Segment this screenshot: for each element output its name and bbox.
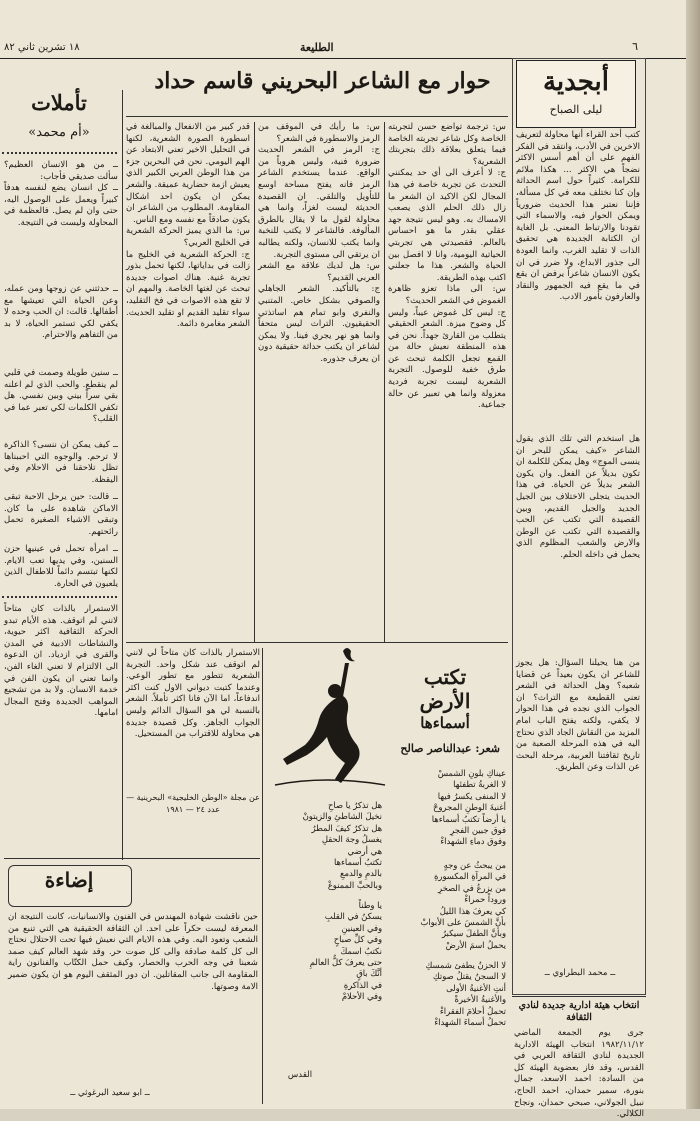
figure-head-icon (328, 684, 342, 698)
interview-title-rule (126, 116, 508, 117)
page-header (0, 36, 686, 59)
tamaulat-title: تأملات (31, 90, 87, 115)
page-binding-edge (686, 0, 700, 1109)
interview-column-1: س: ترجمة تواضع حسن لتجربته الخاصة وكل شاعر تجربته الخاصة فيما يتعلق بعلاقة ذلك بتجربتك الشعرية؟ ج: لا أعرف الى أي حد يمكنني التحدث عن تجربة خاصة في هذا المجال لكن الاكيد ان الشعر ما زال ذلك الحلم الذي يصعب الامساك به. وهو ليس نتيجة جهد عقلي بقدر ما هو احساس بالعالم. فقصيدتي هي تجربتي الحياتية اليومية، وانا لا افصل بين الحياة والشعر. هذا ما جعلني اكتب بهذه الطريقة. س: الى ماذا تعزو ظاهرة الغموض في الشعر الحديث؟ ج: ليس كل غموض عيباً، وليس كل وضوح ميزة. الشعر الحقيقي يتطلب من القارئ جهداً. نحن في هذه المنطقة نعيش حالة من القمع تجعل الكلمة تبحث عن طرق خفية للوصول. التجربة الشعرية ليست تجربة فردية معزولة وانما هي تعبير عن حالة جماعية. (388, 122, 506, 411)
idaa-side-rule (262, 648, 263, 1104)
poem-title-line-1: تكتب (423, 665, 467, 689)
section-title: الطليعة (300, 41, 334, 54)
interview-title: حوار مع الشاعر البحريني قاسم حداد (154, 68, 491, 94)
poem-title (380, 665, 510, 733)
poem-closing: لا الحزنُ يطفئ شمسكِ لا السجنُ يقتلُ صوتكِ أنتِ الأغنيةُ الأولى والأغنيةُ الأخيرةْ تحملُ أحلامَ الفقراءْ تحملُ أسماءَ الشهداءْ (425, 960, 506, 1028)
tamaulat-paragraph-3: ــ سنين طويلة وصمت في قلبي لم ينقطع. والحب الذي لم اعلنه بقي سراً بيني وبين نفسي. هل تكفي الكلمات لكي تعبر عما في القلب؟ (4, 368, 118, 425)
elections-heading: انتخاب هيئة ادارية جديدة لنادي الثقافة (518, 1000, 640, 1023)
poem-stanza-1: عيناكِ بلونِ الشمسْ لا الغربةُ تطفئها لا المنفى يكسرُ فيها أغنيةَ الوطنِ المجروحْ يا أرضاً تكتبُ أسماءها فوق جبين الفجرِ وفوق دماءِ الشهداءْ (431, 768, 506, 847)
idaa-signature: ــ ابو سعيد البرغوثي ــ (70, 1088, 150, 1098)
poem-author: عبدالناصر صالح (400, 742, 472, 755)
interview-source: عن مجلة «الوطن الخليجية» البحرينية — عدد ٢٤ — ١٩٨١ (126, 793, 260, 814)
abjadiya-body-1: كتب أحد القراء أنها محاولة لتعريف الاخرين في الأدب، وانتقد في الفكر الفهم على أن أهم أسس الاكثر نضجاً هي الاكثر ... هكذا ملائم للكرامة. كثيراً حول اسم الحداثة وإن كنا نختلف معه في كل مسألة، فإننا نعتبر هذا الحديث ضرورياً ويمكن الحوار فيه، والاسماء التي تقودنا والارتباط المعني. بل الغاية ان الكتابة الجديدة هي تحقيق الذات لا تقليد الغرب، وانما العودة الى جذور الابداع، ولا ضرر في ان يكون الانسان شاعراً يرفض ان يقع في ما يقع فيه الجمهور والنقاد والعارفون بأمور الادب. (516, 130, 640, 303)
idaa-title: إضاءة (44, 868, 94, 892)
poem-location: القدس (287, 1070, 313, 1080)
poem-illustration (265, 645, 385, 790)
tamaulat-author: «أم محمد» (28, 125, 90, 140)
poem-stanza-2: من يبحثُ عن وجهٍ في المرآةِ المكسورةِ من يزرعُ في الصخرِ وروداً حمراءْ كي يعرفَ هذا الليلُ بأنَّ الشمسَ على الأبوابْ وبأنَّ الطفلَ سيكبرُ يحملُ اسمَ الأرضْ (420, 860, 506, 950)
figure-silhouette-icon (283, 695, 360, 783)
interview-bottom-rule (126, 642, 508, 643)
interview-column-3: قدر كبير من الانفعال والمبالغة في اسطورة الصورة الشعرية، لكنها في التحليل الاخير تعني الابتعاد عن الهم اليومي. نحن في البحرين جزء من هذا الوطن العربي الكبير الذي يعيش ازمة حضارية عميقة. والشعر يمكن ان يكون احد اشكال المقاومة. المطلوب من الشاعر ان يكون صادقاً مع نفسه ومع الناس. س: ما الذي يميز الحركة الشعرية في الخليج العربي؟ ج: الحركة الشعرية في الخليج ما زالت في بداياتها، لكنها تحمل بذور تجربة غنية. هناك اصوات جديدة تبحث عن لغتها الخاصة. والمهم ان لا تقع هذه الاصوات في فخ التقليد، سواء تقليد القديم او تقليد الحديث. الشعر مغامرة دائمة. (126, 122, 250, 330)
ground-line (275, 780, 385, 785)
column-rule-1 (384, 122, 385, 642)
poem-title-line-3: أسماءها (420, 714, 470, 732)
elections-body: جرى يوم الجمعة الماضي ١٩٨٢/١١/١٢ انتخاب الهيئة الادارية الجديدة لنادي الثقافة العربي في القدس، وقد فاز بعضوية الهيئة كل من السادة: احمد الاسعد، جمال بنورة، سمير حمدان، احمد الحاج، نبيل الجولاني، صبحي حمدان، ونجاح الكلالي. (514, 1028, 644, 1120)
elections-rule (512, 996, 646, 997)
interview-column-2: س: ما رأيك في الموقف من الرمز والاسطورة في الشعر؟ ج: الرمز في الشعر الحديث ضرورة فنية، وليس هروباً من الواقع. عندما يستخدم الشاعر الرمز فانه يفتح مساحة اوسع للتأويل والتلقي. ان القصيدة الحديثة ليست لغزاً، وانما هي محاولة لقول ما لا يقال بالطرق المألوفة. فالشاعر لا يكتب للنخبة وانما يكتب للانسان، ولكنه يطالبه ان يرتقي الى مستوى التجربة. س: هل لديك علاقة مع الشعر العربي القديم؟ ج: بالتأكيد. الشعر الجاهلي والصوفي بشكل خاص. المتنبي والنفري وابو تمام هم اساتذتي الحقيقيون. التراث ليس متحفاً وانما هو نهر يجري فينا. ولا يمكن لشاعر ان يكتب حداثة حقيقية دون ان يعرف جذوره. (258, 122, 380, 364)
abjadiya-body-2: هل استخدم التي تلك الذي يقول الشاعر «كيف يمكن للبحر ان ينسى الموج» وهل يمكن للكلمة ان تكون بديلاً عن الفعل. وان يكون الشعر بديلاً عن الحياة. في هذا الحديث يتجلى الاختلاف بين الجيل الجديد والجيل القديم، وبين القصيدة التي تكتب عن الحب والقصيدة التي تكتب عن الوطن والارض والشعب المظلوم الذي يحمل في داخله الحلم. (516, 434, 640, 560)
idaa-top-rule (4, 858, 260, 859)
abjadiya-signature: ــ محمد البطراوي ــ (544, 968, 616, 978)
tamaulat-paragraph-2: ــ حدثتني عن زوجها ومن عمله، وعن الحياة التي تعيشها مع أطفالها. قالت: ان الحب وحده لا يكفي لكي تستمر الحياة، لا بد من التفاهم والاحترام. (4, 284, 118, 341)
interview-continuation: الاستمرار بالذات كان متاحاً لي لانني لم اتوقف عند شكل واحد. التجربة الشعرية تتطور مع تطور الوعي. وعندما كتبت ديواني الاول كنت اكثر اندفاعاً، اما الآن فانا اكثر تأملاً. الشعر بالنسبة لي هو السؤال الدائم وليس الجواب الجاهز. وكل قصيدة جديدة هي محاولة للاقتراب من المستحيل. (126, 648, 260, 740)
issue-date: ١٨ تشرين ثاني ٨٢ (4, 42, 80, 53)
abjadiya-subtitle: ليلى الصباح (549, 103, 603, 116)
poem-stanza-3: هل تذكرُ يا صاحِ نخيلَ الشاطئِ والزيتونْ هل تذكرُ كيفَ المطرُ يغسلُ وجهَ الحقلِ هي أرضي تكتبُ أسماءها بالدمِ والدمعِ وبالحبِّ الممنوعْ (302, 800, 382, 890)
abjadiya-body-3: من هنا يحيلنا السؤال: هل يجوز للشاعر ان يكون بعيداً عن قضايا شعبه؟ وهل الحداثة في الشعر تعني القطيعة مع التراث؟ ان الجواب الذي نجده في هذا الحوار لا يكفي، ولكنه يفتح الباب امام المزيد من النقاش الجاد الذي نحتاج اليه في هذه المرحلة الصعبة من تاريخ ثقافتنا العربية، مرحلة البحث عن الذات وعن الطريق. (516, 658, 640, 773)
tamaulat-divider (2, 152, 117, 154)
tamaulat-paragraph-4: ــ كيف يمكن ان ننسى؟ الذاكرة لا ترحم. والوجوه التي احببناها تظل تلاحقنا في الاحلام وفي اليقظة. (4, 440, 118, 485)
column-rule-2 (254, 122, 255, 642)
poem-stanza-4: يا وطناً يسكنُ في القلبِ وفي العينينِ وفي كلِّ صباحٍ نكتبُ اسمكَ حتى يعرفَ كلُّ العالمِ أنَّكَ باقٍ في الذاكرةِ وفي الأحلامْ (309, 900, 382, 1002)
column-rule-3 (122, 90, 123, 860)
abjadiya-masthead (516, 60, 636, 128)
left-column-article: الاستمرار بالذات كان متاحاً لانني لم اتوقف. هذه الأيام تبدو الحركة الثقافية اكثر حيوية، والنشاطات الادبية في المدن والقرى في ازدياد. ان الدعوة الى الالتزام لا تعني الغاء الفن، وانما تعني ان يكون الفن في خدمة الانسان. ولا بد من تشجيع المواهب الجديدة وفتح المجال امامها. (4, 604, 118, 719)
tamaulat-paragraph-5: ــ قالت: حين يرحل الاحبة تبقى الاماكن شاهدة على ما كان. وتبقى الاشياء الصغيرة تحمل رائحتهم. (4, 492, 118, 537)
poem-author-label: شعر: (475, 742, 500, 755)
abjadiya-title: أبجدية (542, 67, 610, 97)
torch-flame-icon (343, 648, 355, 661)
poem-title-line-2: الأرض (419, 689, 471, 713)
tamaulat-paragraph-1: ــ من هو الانسان العظيم؟ سألت صديقي فأجاب: ــ كل انسان يضع لنفسه هدفاً كبيراً ويعمل على الوصول اليه، حتى وان لم يصل. فالعظمة في المحاولة وليست في النتيجة. (4, 160, 118, 228)
tamaulat-paragraph-6: ــ امرأة تحمل في عينيها حزن السنين، وفي يديها تعب الايام. لكنها تبتسم دائماً للاطفال الذين يلعبون في الحارة. (4, 544, 118, 589)
tamaulat-bottom-divider (2, 596, 117, 598)
poem-author-block (380, 742, 500, 755)
page-number: ٦ (632, 40, 638, 53)
idaa-body: حين ناقشت شهادة المهندس في الفنون والانسانيات، كانت النتيجة ان المعرفة ليست حكراً على احد. ان الثقافة الحقيقية هي التي تنبع من الشعب وتعود اليه. وفي هذه الايام التي نعيش فيها تحت الاحتلال نحتاج الى كل كلمة صادقة والى كل صوت حر. وقد شهد العالم كيف صمد شعبنا في وجه الحرب والحصار، وكيف حمل الكتّاب والفنانون راية المقاومة الى جانب المقاتلين. ان دور المثقف اليوم هو ان يكون ضمير الامة وصوتها. (8, 912, 258, 992)
